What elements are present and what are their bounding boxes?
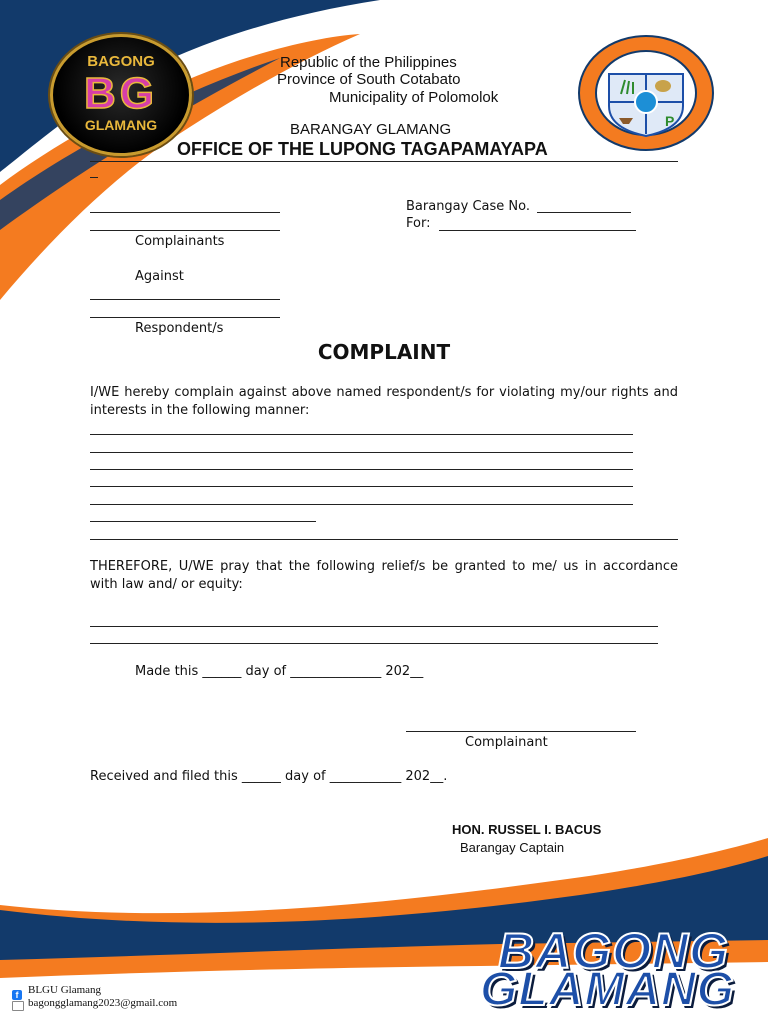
complaint-line-6[interactable] — [90, 521, 316, 522]
complaint-statement: I/WE hereby complain against above named respondent/s for violating my/our rights and interests in the following manner: — [90, 385, 678, 418]
respondent-line-1[interactable] — [90, 299, 280, 300]
complaint-line-3[interactable] — [90, 469, 633, 470]
logo-bg-letters: BG — [84, 69, 158, 118]
relief-line-1[interactable] — [90, 626, 658, 627]
complainant-line-1[interactable] — [90, 212, 280, 213]
complaint-line-2[interactable] — [90, 452, 633, 453]
document-title: COMPLAINT — [317, 340, 451, 364]
complainant-signature-line[interactable] — [406, 731, 636, 732]
footer-brand-line1: BAGONG — [498, 923, 729, 979]
email-address[interactable]: bagongglamang2023@gmail.com — [28, 997, 178, 1009]
signatory-position: Barangay Captain — [460, 840, 565, 855]
complaint-line-4[interactable] — [90, 486, 633, 487]
complaint-line-1[interactable] — [90, 434, 633, 435]
complaint-line-7[interactable] — [90, 539, 678, 540]
respondents-label: Respondent/s — [135, 321, 224, 336]
complaint-line-5[interactable] — [90, 504, 633, 505]
facebook-page[interactable]: BLGU Glamang — [28, 984, 102, 996]
header-municipality: Municipality of Polomolok — [329, 89, 499, 106]
for-label: For: — [406, 216, 431, 231]
header-province: Province of South Cotabato — [277, 71, 461, 88]
header-republic: Republic of the Philippines — [280, 54, 457, 71]
bagong-glamang-logo — [50, 34, 192, 156]
header-divider — [90, 161, 678, 162]
logo-bottom-text: GLAMANG — [84, 117, 158, 133]
header-divider-tick — [90, 177, 98, 178]
relief-statement: THEREFORE, U/WE pray that the following relief/s be granted to me/ us in accordance with law and/ or equity: — [90, 559, 678, 592]
relief-line-2[interactable] — [90, 643, 658, 644]
signatory-name: HON. RUSSEL I. BACUS — [452, 822, 602, 837]
logo-top-text: BAGONG — [87, 53, 155, 70]
complainants-label: Complainants — [135, 234, 225, 249]
received-filed-line: Received and filed this ______ day of ___________ 202__. — [90, 769, 448, 784]
case-no-label: Barangay Case No. — [406, 199, 531, 214]
respondent-line-2[interactable] — [90, 317, 280, 318]
svg-text:P: P — [665, 113, 675, 129]
header-office: OFFICE OF THE LUPONG TAGAPAMAYAPA — [177, 139, 548, 159]
email-icon — [12, 1001, 24, 1011]
made-this-line: Made this ______ day of ______________ 202__ — [135, 664, 424, 679]
facebook-icon: f — [12, 990, 22, 1000]
complainant-line-2[interactable] — [90, 230, 280, 231]
footer-brand-line2: GLAMANG — [480, 963, 735, 1016]
for-field[interactable] — [439, 230, 636, 231]
against-label: Against — [135, 269, 184, 284]
barangay-seal-icon — [577, 34, 715, 152]
complainant-signature-label: Complainant — [465, 735, 548, 750]
case-no-field[interactable] — [537, 212, 631, 213]
header-barangay: BARANGAY GLAMANG — [290, 121, 452, 138]
